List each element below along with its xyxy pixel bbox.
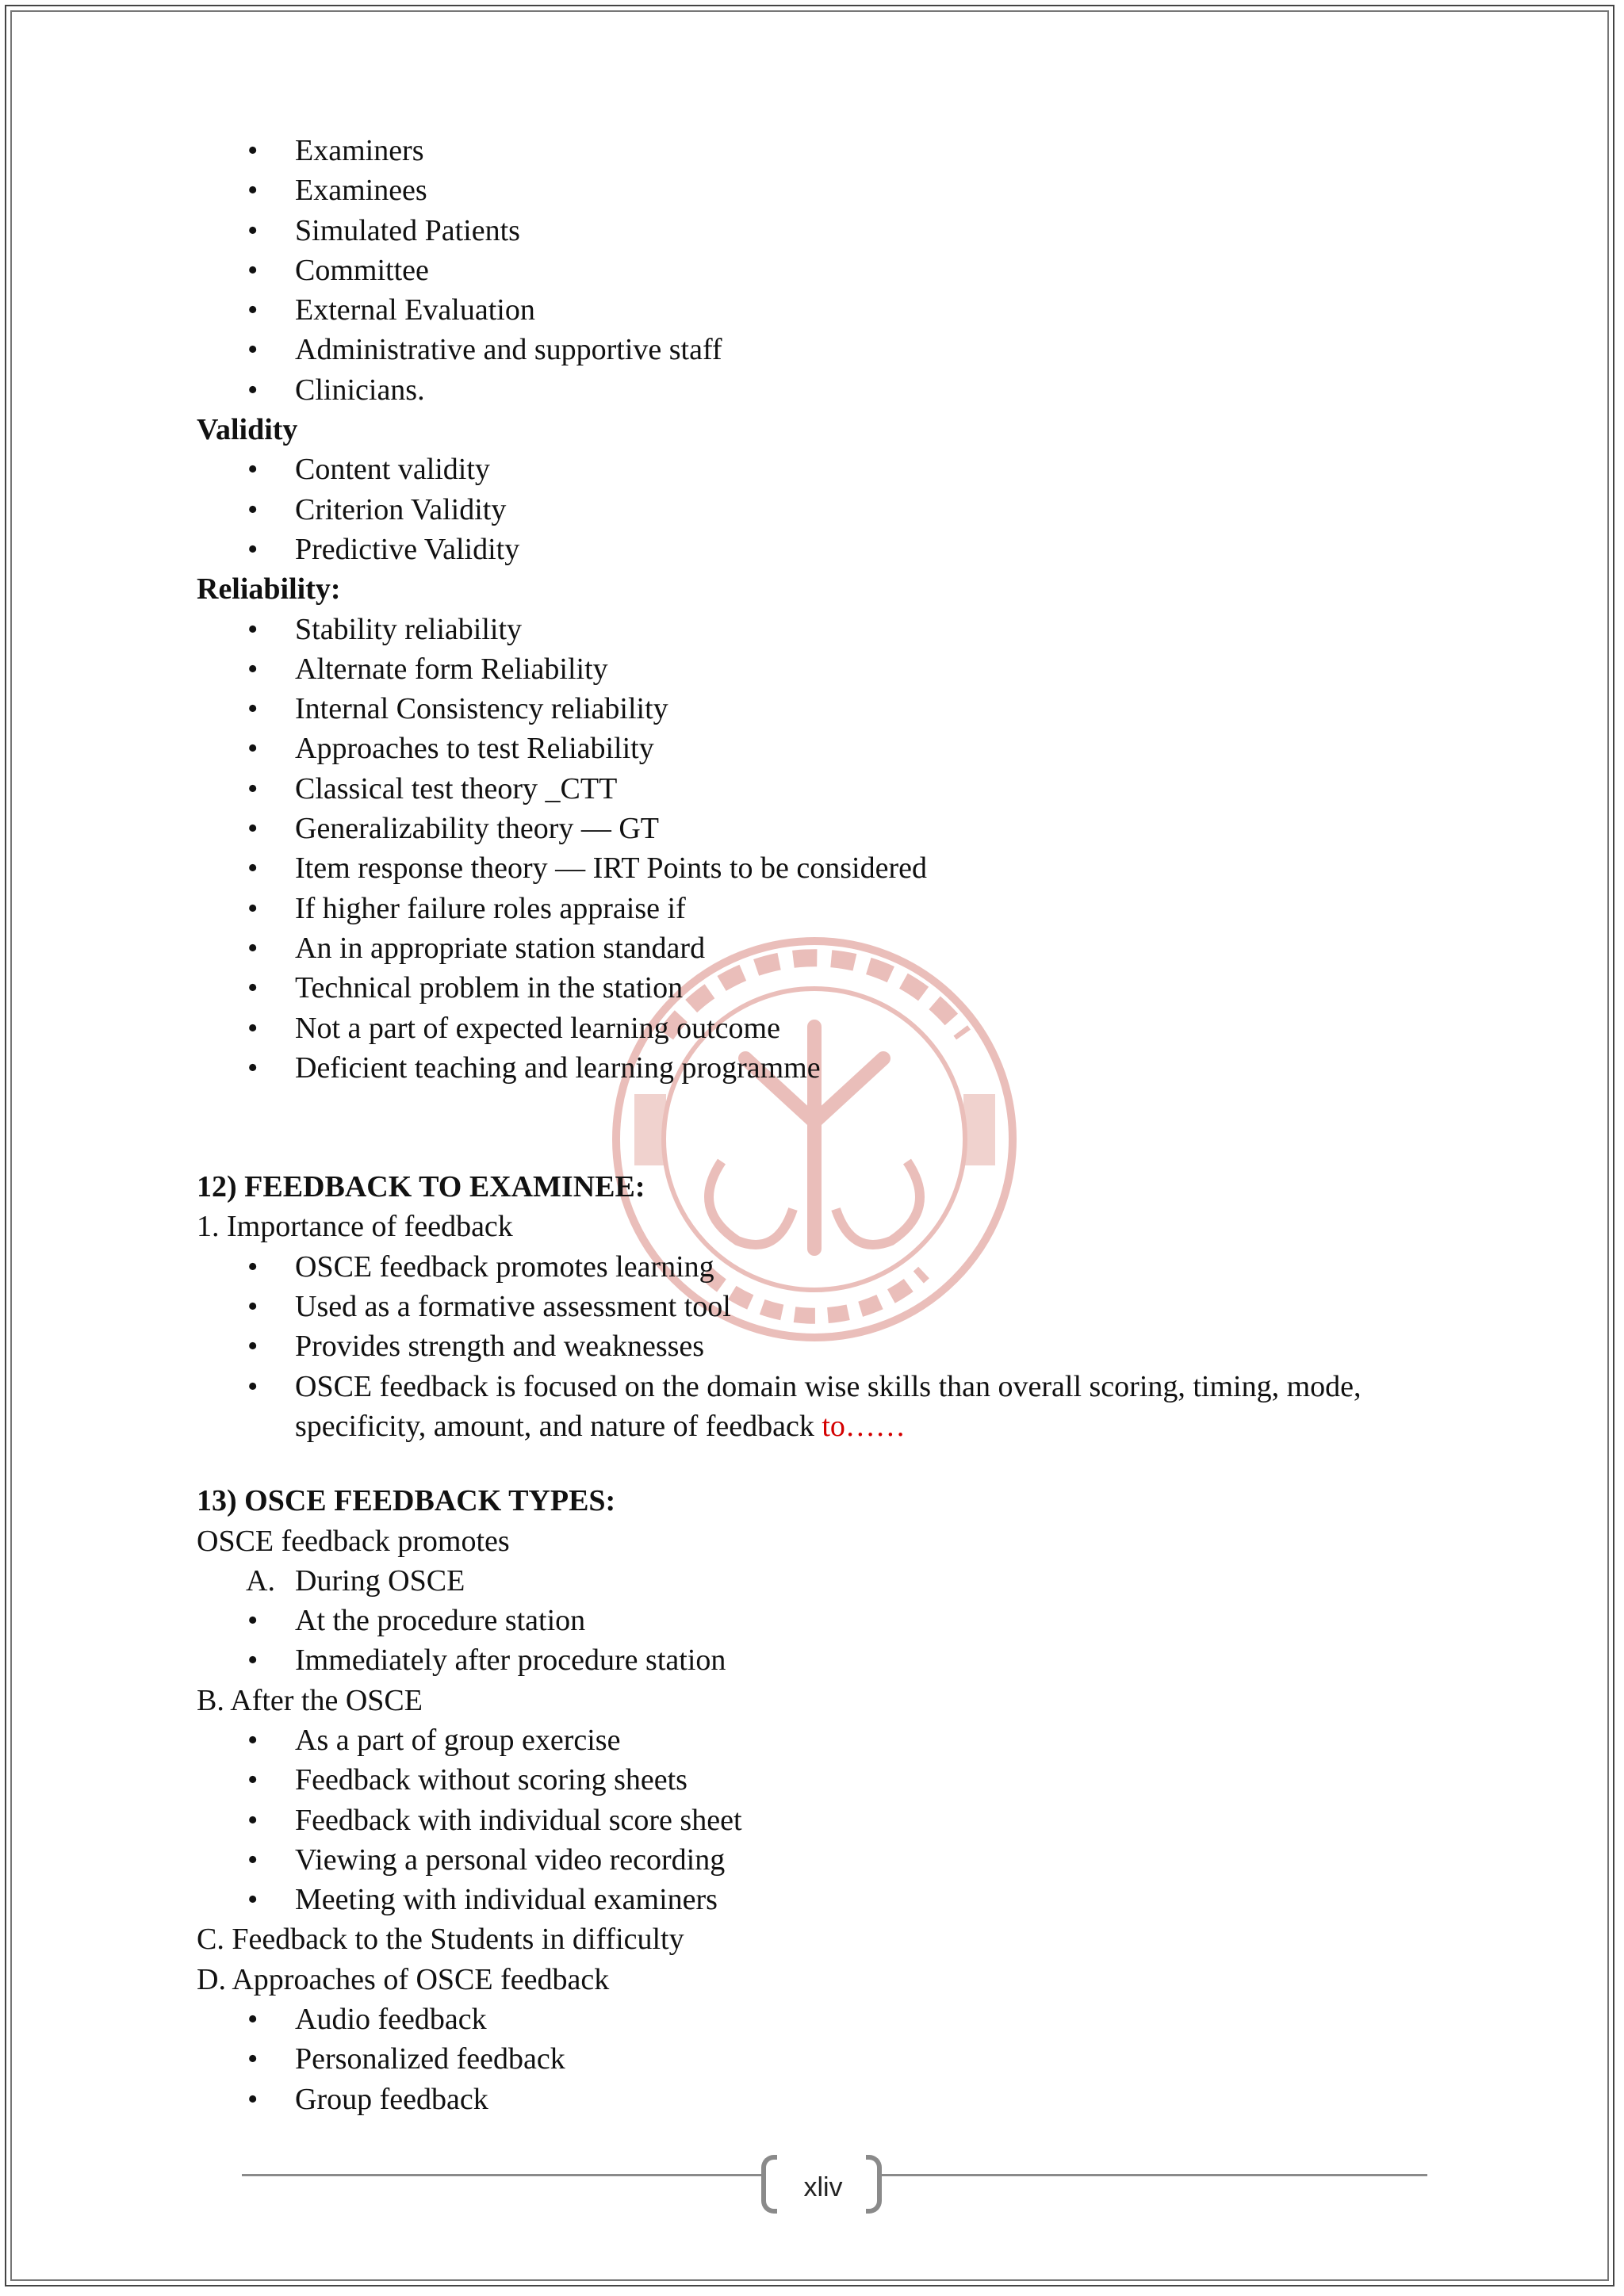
bullet-icon: • <box>247 851 259 886</box>
bullet-icon: • <box>247 1723 259 1757</box>
list-item: • Not a part of expected learning outcome <box>197 1008 1465 1048</box>
list-item: • Feedback without scoring sheets <box>197 1760 1465 1800</box>
bullet-icon: • <box>247 2082 259 2116</box>
subsection-a-list <box>197 1601 1465 1681</box>
list-item: • Item response theory — IRT Points to be considered <box>197 848 1465 888</box>
list-item: • Feedback with individual score sheet <box>197 1800 1465 1840</box>
list-item: • Audio feedback <box>197 1999 1465 2039</box>
subsection-b-list <box>197 1720 1465 1919</box>
list-item: • Personalized feedback <box>197 2039 1465 2079</box>
bullet-icon: • <box>247 333 259 367</box>
bullet-icon: • <box>247 213 259 247</box>
red-continuation-text: to…… <box>822 1409 906 1443</box>
bullet-icon: • <box>247 532 259 566</box>
bullet-icon: • <box>247 293 259 327</box>
bullet-icon: • <box>247 1644 259 1678</box>
subsection-c: C. Feedback to the Students in difficulty <box>197 1923 684 1957</box>
list-item: • Administrative and supportive staff <box>197 330 1465 369</box>
subsection-b: B. After the OSCE <box>197 1683 423 1717</box>
list-item: • Meeting with individual examiners <box>197 1880 1465 1919</box>
bullet-icon: • <box>247 692 259 726</box>
validity-heading: Validity <box>197 413 298 447</box>
list-item: • Deficient teaching and learning programme <box>197 1048 1465 1088</box>
list-item: • Provides strength and weaknesses <box>197 1326 1465 1366</box>
bullet-icon: • <box>247 812 259 846</box>
list-item: • Internal Consistency reliability <box>197 689 1465 729</box>
footer-rule-left <box>242 2174 761 2176</box>
list-item: • An in appropriate station standard <box>197 928 1465 968</box>
footer-rule-right <box>880 2174 1427 2176</box>
list-item: • Committee <box>197 251 1465 290</box>
list-item: • Viewing a personal video recording <box>197 1840 1465 1880</box>
list-item: • Classical test theory _CTT <box>197 769 1465 809</box>
bullet-icon: • <box>247 1290 259 1324</box>
bullet-icon: • <box>247 1249 259 1284</box>
bullet-icon: • <box>247 1011 259 1045</box>
bullet-icon: • <box>247 1763 259 1797</box>
list-item: • At the procedure station <box>197 1601 1465 1640</box>
left-bracket-icon <box>761 2155 777 2214</box>
feedback-importance-list <box>197 1247 1465 1446</box>
section-12-heading: 12) FEEDBACK TO EXAMINEE: <box>197 1170 645 1204</box>
reliability-list <box>197 610 1465 1089</box>
list-item: • Technical problem in the station <box>197 968 1465 1008</box>
list-item: • Examinees <box>197 170 1465 210</box>
bullet-icon: • <box>247 1883 259 1917</box>
list-item: • Content validity <box>197 450 1465 489</box>
list-item: • Used as a formative assessment tool <box>197 1287 1465 1326</box>
subsection-d-list <box>197 1999 1465 2119</box>
bullet-icon: • <box>247 931 259 965</box>
bullet-icon: • <box>247 732 259 766</box>
list-item: • Criterion Validity <box>197 490 1465 530</box>
bullet-icon: • <box>247 453 259 487</box>
list-item: • Generalizability theory — GT <box>197 809 1465 848</box>
bullet-icon: • <box>247 612 259 646</box>
page-number: xliv <box>803 2172 843 2202</box>
spacer <box>197 1088 1465 1167</box>
section-12-subheading: 1. Importance of feedback <box>197 1210 513 1244</box>
list-item: • Simulated Patients <box>197 211 1465 251</box>
list-item: • Clinicians. <box>197 370 1465 410</box>
bullet-icon: • <box>247 1803 259 1837</box>
list-item: • OSCE feedback promotes learning <box>197 1247 1465 1287</box>
list-item: • If higher failure roles appraise if <box>197 889 1465 928</box>
bullet-icon: • <box>247 652 259 686</box>
list-item: • Alternate form Reliability <box>197 649 1465 689</box>
top-list <box>197 131 1465 410</box>
bullet-icon: • <box>247 2042 259 2076</box>
document-body <box>197 131 1465 2119</box>
letter-marker: A. <box>246 1563 275 1598</box>
bullet-icon: • <box>247 771 259 806</box>
list-item: • Examiners <box>197 131 1465 170</box>
bullet-icon: • <box>247 134 259 167</box>
bullet-icon: • <box>247 1843 259 1877</box>
list-item: • External Evaluation <box>197 290 1465 330</box>
right-bracket-icon <box>866 2155 882 2214</box>
bullet-icon: • <box>247 1369 259 1403</box>
bullet-icon: • <box>247 1604 259 1638</box>
bullet-icon: • <box>247 1330 259 1364</box>
list-item: • Group feedback <box>197 2080 1465 2119</box>
bullet-icon: • <box>247 2003 259 2037</box>
section-13-heading: 13) OSCE FEEDBACK TYPES: <box>197 1484 616 1518</box>
bullet-icon: • <box>247 891 259 925</box>
list-item: • OSCE feedback is focused on the domain wise skills than overall scoring, timing, mode, specificity, amount, and nature of feedback to…… <box>197 1367 1465 1447</box>
spacer <box>197 1446 1465 1481</box>
list-item: • Immediately after procedure station <box>197 1640 1465 1680</box>
list-item: • Stability reliability <box>197 610 1465 649</box>
list-item: • As a part of group exercise <box>197 1720 1465 1760</box>
bullet-icon: • <box>247 253 259 287</box>
list-item: • Predictive Validity <box>197 530 1465 569</box>
bullet-icon: • <box>247 174 259 208</box>
bullet-icon: • <box>247 1050 259 1085</box>
validity-list <box>197 450 1465 569</box>
section-13-intro: OSCE feedback promotes <box>197 1524 510 1558</box>
subsection-a: A. During OSCE <box>197 1561 1465 1601</box>
bullet-icon: • <box>247 971 259 1005</box>
bullet-icon: • <box>247 373 259 407</box>
subsection-d: D. Approaches of OSCE feedback <box>197 1962 610 1996</box>
list-item: • Approaches to test Reliability <box>197 729 1465 768</box>
reliability-heading: Reliability: <box>197 572 341 607</box>
bullet-icon: • <box>247 492 259 526</box>
